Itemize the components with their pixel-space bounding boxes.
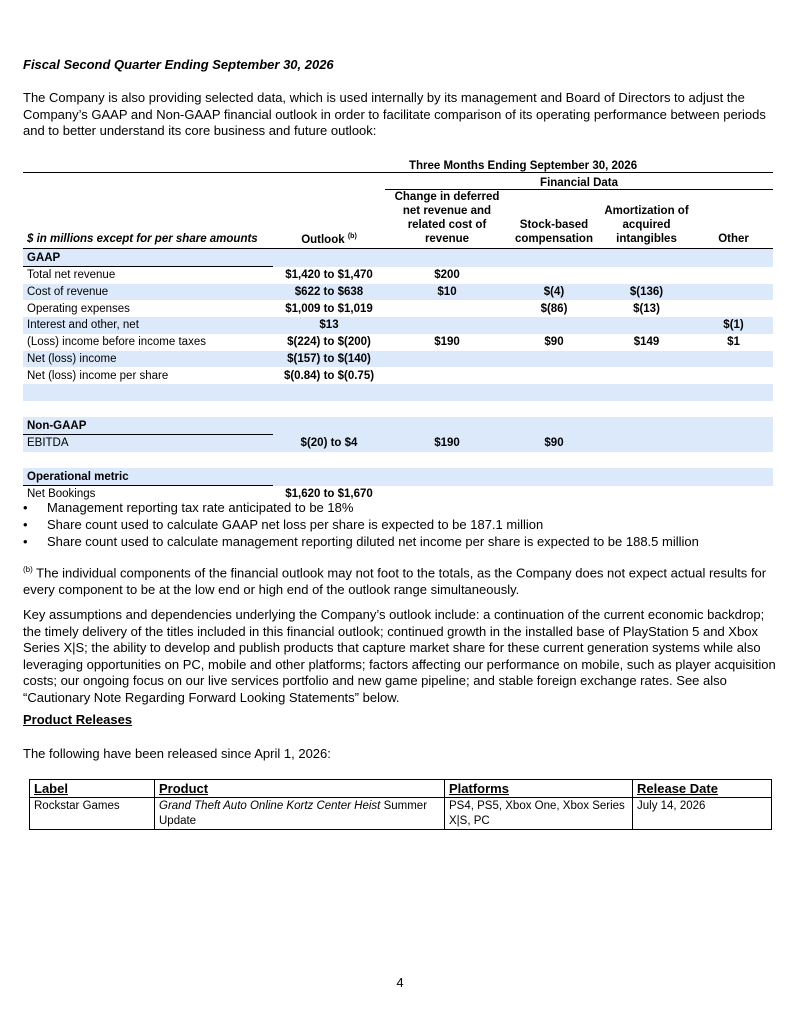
period-header: Three Months Ending September 30, 2026	[273, 155, 773, 172]
row-label: Net (loss) income	[23, 351, 273, 368]
release-platforms: PS4, PS5, Xbox One, Xbox Series X|S, PC	[445, 798, 633, 830]
cell-deferred: $190	[385, 434, 509, 451]
cell-other	[694, 351, 773, 368]
bullet-icon: •	[23, 517, 28, 532]
cell-stock: $(4)	[509, 284, 599, 301]
cell-deferred	[385, 300, 509, 317]
period-header-row	[23, 155, 773, 172]
cell-stock: $90	[509, 434, 599, 451]
cell-stock	[509, 317, 599, 334]
col-header-label: $ in millions except for per share amounts	[23, 190, 273, 249]
cell-other	[694, 486, 773, 503]
cell-stock	[509, 267, 599, 284]
release-label: Rockstar Games	[30, 798, 155, 830]
row-label: Total net revenue	[27, 269, 116, 282]
table-row	[23, 267, 773, 284]
footnote: $^{(b)}$ The individual components of the financial outlook may not foot to the totals, as the Company does not expect actual results for every component to be at the low end or high end of the outlook range simultaneously.	[23, 565, 767, 597]
releases-heading: Product Releases	[23, 712, 133, 727]
cell-stock	[509, 351, 599, 368]
table-row	[23, 351, 773, 368]
cell-deferred	[385, 367, 509, 384]
group-header-row	[23, 172, 773, 190]
cell-other: $1	[727, 336, 740, 349]
release-date: July 14, 2026	[633, 798, 772, 830]
table-row	[23, 367, 773, 384]
releases-col-date: Release Date	[633, 780, 772, 798]
row-label: Net Bookings	[27, 488, 96, 501]
spacer-row	[23, 401, 773, 418]
bullet-icon: •	[23, 534, 28, 549]
cell-stock: $(86)	[540, 302, 568, 315]
row-label: Net (loss) income per share	[27, 369, 169, 382]
cell-outlook: $(224) to $(200)	[287, 336, 371, 349]
section-label: Non-GAAP	[23, 417, 273, 434]
cell-other	[694, 284, 773, 301]
cell-amort	[599, 317, 694, 334]
bullet-list	[23, 499, 699, 550]
table-row	[23, 284, 773, 301]
releases-intro: The following have been released since April 1, 2026:	[23, 746, 331, 761]
cell-amort	[599, 267, 694, 284]
assumptions-paragraph: Key assumptions and dependencies underlying the Company’s outlook include: a continuation of the current economic backdrop; the timely delivery of the titles included in this financial outlook; continued growth in the installed base of PlayStation 5 and Xbox Series X|S; the ability to develop and publish products that capture market share for these current generation systems while also leveraging opportunities on PC, mobile and other platforms; factors affecting our performance on mobile, such as player acquisition costs; our ongoing focus on our live services portfolio and new game pipeline; and stable foreign exchange rates. See also “Cautionary Note Regarding Forward Looking Statements” below.	[23, 607, 776, 705]
page-number: 4	[396, 975, 404, 990]
cell-outlook: $(157) to $(140)	[273, 351, 385, 368]
column-header-row	[23, 190, 773, 249]
cell-deferred: $10	[385, 284, 509, 301]
col-header-deferred: Change in deferred net revenue and related cost of revenue	[385, 190, 509, 249]
cell-amort	[599, 434, 694, 451]
section-heading: Fiscal Second Quarter Ending September 30, 2026	[23, 57, 334, 72]
row-label: (Loss) income before income taxes	[27, 336, 206, 349]
cell-other	[694, 434, 773, 451]
cell-outlook: $(0.84) to $(0.75)	[283, 369, 375, 382]
section-row	[23, 468, 773, 485]
cell-outlook: $1,420 to $1,470	[285, 269, 373, 282]
cell-deferred: $200	[434, 269, 460, 282]
releases-col-product: Product	[155, 780, 445, 798]
bullet-icon: •	[23, 500, 28, 515]
table-row	[23, 317, 773, 334]
releases-col-label: Label	[30, 780, 155, 798]
bullet-text: Share count used to calculate GAAP net loss per share is expected to be 187.1 million	[47, 517, 544, 532]
cell-outlook: $(20) to $4	[273, 434, 385, 451]
cell-amort	[599, 351, 694, 368]
section-label: Operational metric	[23, 468, 273, 485]
cell-amort: $149	[633, 336, 660, 349]
cell-other	[694, 367, 773, 384]
cell-amort: $(13)	[633, 302, 660, 315]
table-row	[23, 300, 773, 317]
releases-col-platforms: Platforms	[445, 780, 633, 798]
cell-outlook: $13	[273, 317, 385, 334]
bullet-text: Management reporting tax rate anticipated to be 18%	[47, 500, 354, 515]
bullet-text: Share count used to calculate management reporting diluted net income per share is expected to be 188.5 million	[47, 534, 699, 549]
cell-deferred	[385, 317, 509, 334]
cell-outlook: $1,620 to $1,670	[285, 488, 373, 501]
cell-deferred	[385, 351, 509, 368]
row-label: Operating expenses	[27, 302, 130, 315]
table-row	[23, 434, 773, 451]
releases-table	[29, 779, 772, 830]
cell-outlook: $622 to $638	[273, 284, 385, 301]
col-header-amort: Amortization of acquired intangibles	[599, 190, 694, 249]
table-row	[23, 334, 773, 351]
intro-paragraph: The Company is also providing selected data, which is used internally by its management and Board of Directors to adjust the Company’s GAAP and Non-GAAP financial outlook in order to facilitate comparison of its operating performance between periods and to better understand its core business and future outlook:	[23, 90, 766, 138]
table-row	[30, 798, 772, 830]
row-label: Cost of revenue	[23, 284, 273, 301]
cell-other	[694, 267, 773, 284]
list-item	[23, 516, 699, 533]
cell-stock	[509, 367, 599, 384]
releases-header-row	[30, 780, 772, 798]
outlook-table	[23, 155, 773, 503]
row-label: EBITDA	[23, 434, 273, 451]
cell-stock: $90	[544, 336, 564, 349]
col-header-other: Other	[694, 190, 773, 249]
list-item	[23, 499, 699, 516]
row-label: Interest and other, net	[23, 317, 273, 334]
financial-data-header: Financial Data	[385, 172, 773, 190]
cell-outlook: $1,009 to $1,019	[285, 302, 373, 315]
section-label: GAAP	[23, 249, 273, 267]
release-product: Grand Theft Auto Online Kortz Center Heist Summer Update	[155, 798, 445, 830]
list-item	[23, 533, 699, 550]
cell-deferred: $190	[434, 336, 460, 349]
col-header-outlook: Outlook $^{(b)}$	[273, 190, 385, 249]
cell-other	[694, 300, 773, 317]
spacer-row	[23, 452, 773, 469]
section-row	[23, 249, 773, 267]
section-row	[23, 417, 773, 434]
cell-amort	[599, 367, 694, 384]
spacer-row	[23, 384, 773, 401]
cell-other: $(1)	[694, 317, 773, 334]
cell-amort: $(136)	[599, 284, 694, 301]
col-header-stock: Stock-based compensation	[509, 190, 599, 249]
